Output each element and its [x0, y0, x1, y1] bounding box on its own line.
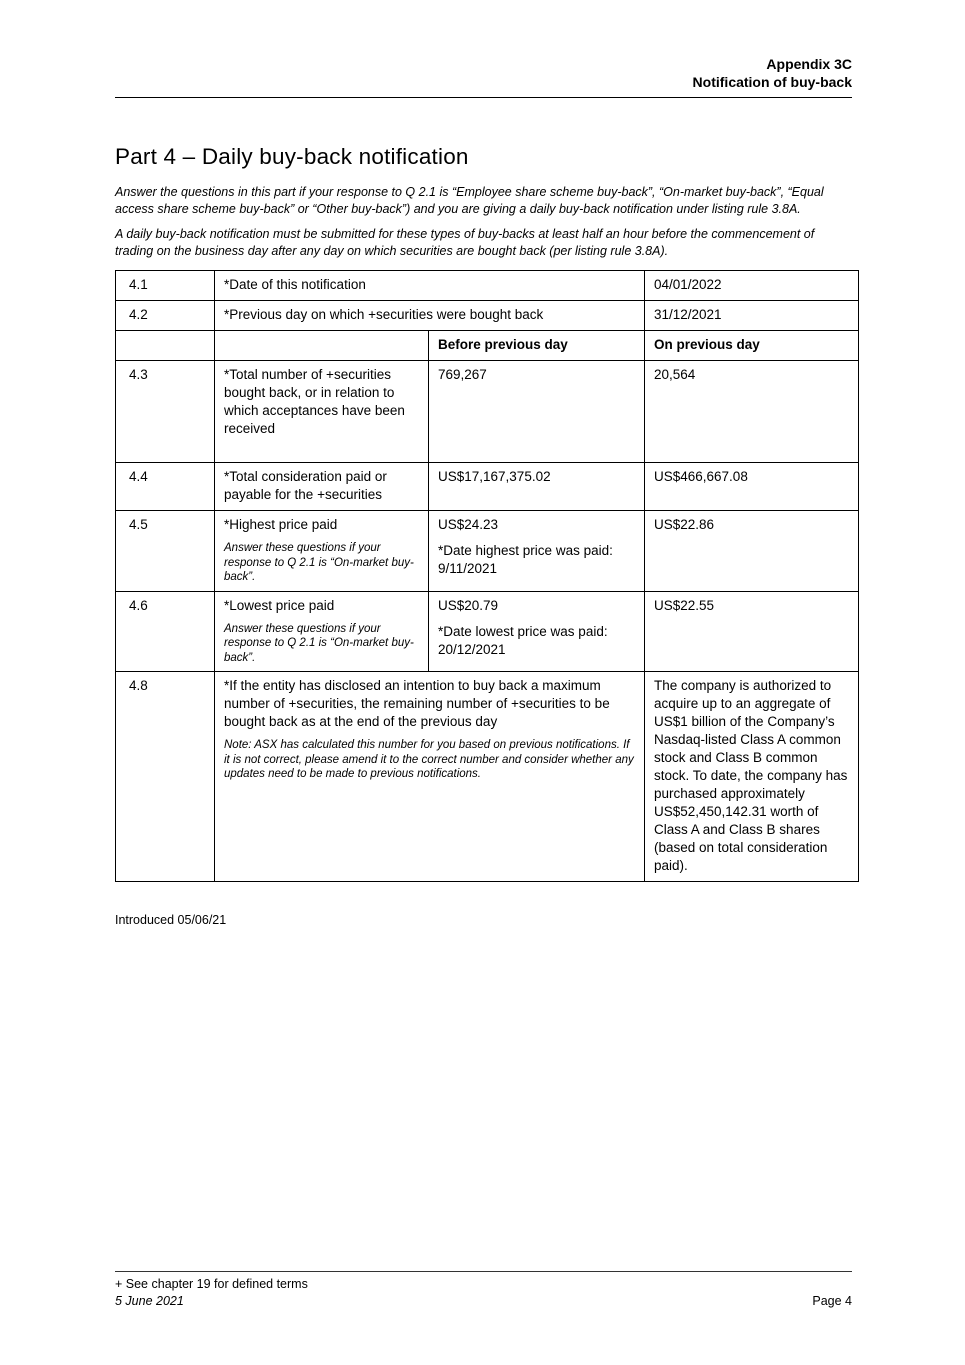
page-number: Page 4	[812, 1294, 852, 1308]
table-row-4-5	[116, 511, 859, 592]
intro-paragraph-1: Answer the questions in this part if your response to Q 2.1 is “Employee share scheme buy-back”, “On-market buy-back”, “Equal access share scheme buy-back” or “Other buy-back”) and you are giving a daily buy-back notification under listing rule 3.8A.	[115, 185, 824, 216]
answer-before-previous-day: 769,267	[429, 361, 645, 463]
introduced-note: Introduced 05/06/21	[115, 913, 227, 927]
question-label: *Previous day on which +securities were bought back	[215, 301, 645, 331]
column-header-on-previous-day: On previous day	[645, 331, 859, 361]
question-note: Answer these questions if your response to Q 2.1 is “On-market buy-back”.	[224, 622, 414, 664]
answer-price-date: *Date highest price was paid: 9/11/2021	[438, 543, 613, 576]
answer-on-previous-day: US$466,667.08	[645, 463, 859, 511]
question-label: *If the entity has disclosed an intention to buy back a maximum number of +securities, the remaining number of +securities to be bought back as at the end of the previous day	[224, 678, 610, 729]
table-row-4-2	[116, 301, 859, 331]
document-header	[115, 55, 852, 98]
answer-on-previous-day: US$22.55	[645, 591, 859, 672]
header-document-title: Notification of buy-back	[692, 74, 852, 90]
table-column-header-row	[116, 331, 859, 361]
table-row-4-1	[116, 271, 859, 301]
question-note: Answer these questions if your response to Q 2.1 is “On-market buy-back”.	[224, 542, 414, 583]
question-label-cell	[215, 591, 429, 672]
table-row-4-4	[116, 463, 859, 511]
table-row-4-3	[116, 361, 859, 463]
answer-on-previous-day: 20,564	[645, 361, 859, 463]
table-row-4-8	[116, 672, 859, 882]
question-label-cell	[215, 672, 645, 882]
intro-paragraph-2: A daily buy-back notification must be submitted for these types of buy-backs at least half an hour before the commencement of trading on the business day after any day on which securities are bought back (per listing rule 3.8A).	[115, 227, 815, 258]
question-number: 4.8	[116, 672, 215, 882]
answer-price: US$20.79	[438, 597, 499, 613]
answer-value: The company is authorized to acquire up to an aggregate of US$1 billion of the Company’s Nasdaq-listed Class A common stock and Class B common stock. To date, the company has purchased approximately US$52,450,142.31 worth of Class A and Class B shares (based on total consideration paid).	[645, 672, 859, 882]
table-row-4-6	[116, 591, 859, 672]
page-footer	[115, 1271, 852, 1310]
answer-value: 04/01/2022	[645, 271, 859, 301]
answer-price: US$24.23	[438, 517, 499, 532]
question-number: 4.6	[116, 591, 215, 672]
defined-terms-note: + See chapter 19 for defined terms	[115, 1277, 308, 1291]
header-appendix-label: Appendix 3C	[766, 56, 852, 72]
question-note: Note: ASX has calculated this number for you based on previous notifications. If it is not correct, please amend it to the correct number and consider whether any updates need to be made to previous notifications.	[224, 739, 634, 780]
question-number: 4.4	[116, 463, 215, 511]
answer-price-date: *Date lowest price was paid: 20/12/2021	[438, 623, 608, 657]
empty-cell	[215, 331, 429, 361]
question-label: *Total consideration paid or payable for the +securities	[215, 463, 429, 511]
question-label: *Total number of +securities bought back, or in relation to which acceptances have been received	[215, 361, 429, 463]
footer-date: 5 June 2021	[115, 1294, 184, 1308]
question-number: 4.3	[116, 361, 215, 463]
answer-value: 31/12/2021	[645, 301, 859, 331]
page-title: Part 4 – Daily buy-back notification	[115, 144, 469, 169]
question-number: 4.2	[116, 301, 215, 331]
question-label-cell	[215, 511, 429, 592]
question-number: 4.1	[116, 271, 215, 301]
question-label: *Lowest price paid	[224, 597, 335, 613]
question-label: *Date of this notification	[215, 271, 645, 301]
question-number: 4.5	[116, 511, 215, 592]
intro-section	[115, 184, 852, 260]
answer-before-previous-day	[429, 511, 645, 592]
empty-cell	[116, 331, 215, 361]
column-header-before-previous-day: Before previous day	[429, 331, 645, 361]
buyback-notification-table	[115, 270, 859, 882]
answer-on-previous-day: US$22.86	[645, 511, 859, 592]
answer-before-previous-day: US$17,167,375.02	[429, 463, 645, 511]
answer-before-previous-day	[429, 591, 645, 672]
question-label: *Highest price paid	[224, 517, 338, 532]
